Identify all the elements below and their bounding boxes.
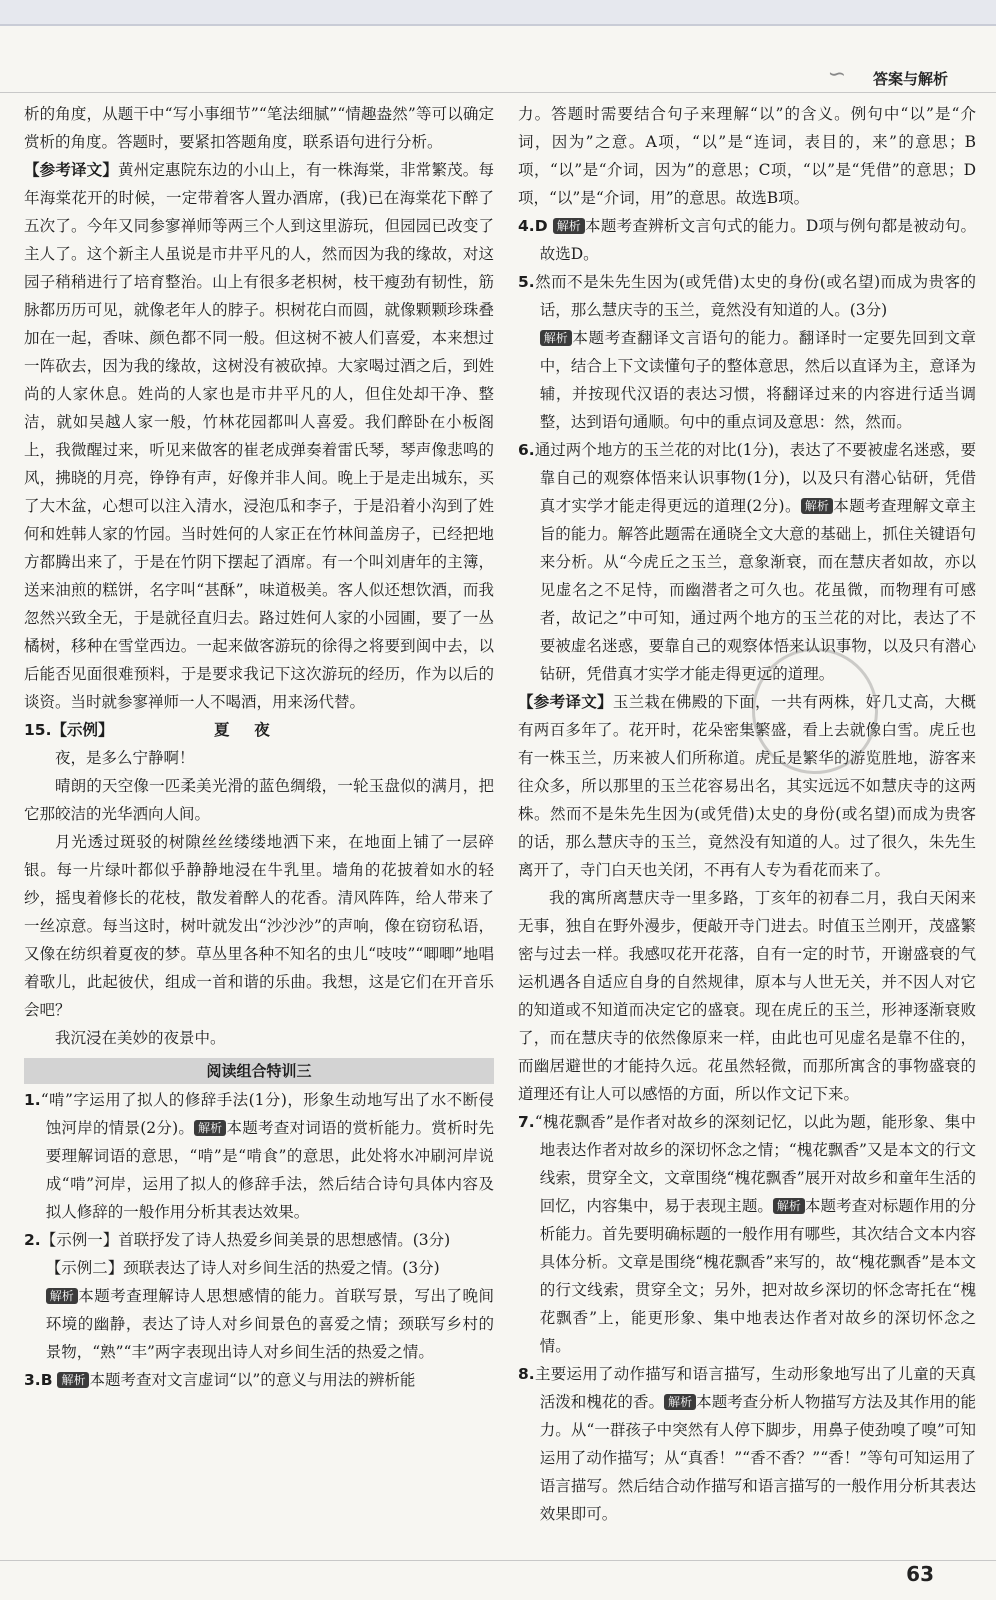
translation-paragraph [24,156,494,716]
left-column [24,100,494,1394]
q2-analysis-row [24,1282,494,1366]
right-translation-2: 我的寓所离慧庆寺一里多路，丁亥年的初春二月，我白天闲来无事，独自在野外漫步，便敲开寺门进去。时值玉兰刚开，茂盛繁密与过去一样。我感叹花开花落，自有一定的时节，开谢盛衰的气运机遇各自适应自身的自然规律，原本与人世无关，并不因人对它的知道或不知道而决定它的盛衰。现在虎丘的玉兰，形神逐渐衰败了，而在慧庆寺的依然像原来一样，由此也可见虚名是靠不住的，而幽居避世的才能持久远。花虽然轻微，而那所寓含的事物盛衰的道理还有让人可以感悟的方面，所以作文记下来。 [518,889,976,1103]
q2-analysis-badge: 解析 [46,1288,78,1304]
top-bar [0,0,996,26]
q3-item [24,1366,494,1394]
q8-item [518,1360,976,1528]
q5-answer: 然而不是朱先生因为(或凭借)太史的身份(或名望)而成为贵客的话，那么慧庆寺的玉兰，竟然没有知道的人。(3分) [534,273,976,319]
q2-item [24,1226,494,1254]
q7-answer: “槐花飘香”是作者对故乡的深刻记忆，以此为题，能形象、集中地表达作者对故乡的深切怀念之情；“槐花飘香”又是本文的行文线索，贯穿全文，文章围绕“槐花飘香”展开对故乡和童年生活的回忆，内容集中，易于表现主题。 [534,1113,976,1215]
q2-number: 2. [24,1231,41,1249]
header-title: 答案与解析 [872,70,948,88]
q3-answer: B [40,1371,53,1389]
q3-number: 3. [24,1371,41,1389]
q3-analysis-badge: 解析 [57,1372,89,1388]
translation-tag: 【参考译文】 [24,161,119,179]
q4-answer: D [534,217,548,235]
q2-analysis: 本题考查理解诗人思想感情的能力。首联写景，写出了晚间环境的幽静，表达了诗人对乡间景色的喜爱之情；颈联写乡村的景物，“熟”“丰”两字表现出诗人对乡间生活的热爱之情。 [45,1287,494,1361]
q1-answer: “啃”字运用了拟人的修辞手法(1分)，形象生动地写出了水不断侵蚀河岸的情景(2分)。 [40,1091,494,1137]
q6-analysis: 本题考查理解文章主旨的能力。解答此题需在通晓全文大意的基础上，抓住关键语句来分析。从“今虎丘之玉兰，意象渐衰，而在慧庆者如故，亦以见虚名之不足恃，而幽潜者之可久也。花虽微，而物理有可感者，故记之”中可知，通过两个地方的玉兰花的对比，表达了不要被虚名迷惑，要靠自己的观察体悟来认识事物，以及只有潜心钻研，凭借真才实学才能走得更远的道理。 [539,497,976,683]
q5-number: 5. [518,273,535,291]
right-paragraph-1: 力。答题时需要结合句子来理解“以”的含义。例句中“以”是“介词，因为”之意。A项，“以”是“连词，表目的，来”的意思；B项，“以”是“介词，因为”的意思；C项，“以”是“凭借”的意思；D项，“以”是“介词，用”的意思。故选B项。 [518,105,976,207]
q4-analysis-badge: 解析 [553,218,585,234]
q4-item [518,212,976,268]
section-banner: 阅读组合特训三 [24,1058,494,1084]
q8-analysis-badge: 解析 [664,1394,696,1410]
q1-analysis-badge: 解析 [194,1120,226,1136]
q6-answer: 通过两个地方的玉兰花的对比(1分)，表达了不要被虚名迷惑，要靠自己的观察体悟来认识事物(1分)，以及只有潜心钻研，凭借真才实学才能走得更远的道理(2分)。 [534,441,976,515]
q3-analysis: 本题考查对文言虚词“以”的意义与用法的辨析能 [89,1371,416,1389]
q2-example-1: 【示例一】首联抒发了诗人热爱乡间美景的思想感情。(3分) [40,1231,451,1249]
q4-number: 4. [518,217,535,235]
q6-item [518,436,976,688]
q7-item [518,1108,976,1360]
q6-analysis-badge: 解析 [801,498,833,514]
q1-item [24,1086,494,1226]
q5-analysis-row [518,324,976,436]
essay-paragraph-2: 晴朗的天空像一匹柔美光滑的蓝色绸缎，一轮玉盘似的满月，把它那皎洁的光华洒向人间。 [24,777,494,823]
essay-paragraph-4: 我沉浸在美妙的夜景中。 [55,1029,226,1047]
q7-analysis-badge: 解析 [773,1198,805,1214]
q7-analysis: 本题考查对标题作用的分析能力。首先要明确标题的一般作用有哪些，其次结合文本内容具体分析。文章是围绕“槐花飘香”来写的，故“槐花飘香”是本文的行文线索，贯穿全文；另外，把对故乡深切的怀念寄托在“槐花飘香”上，能更形象、集中地表达作者对故乡的深切怀念之情。 [539,1197,976,1355]
essay-paragraph-3: 月光透过斑驳的树隙丝丝缕缕地洒下来，在地面上铺了一层碎银。每一片绿叶都似乎静静地浸在牛乳里。墙角的花披着如水的轻纱，摇曳着修长的花枝，散发着醉人的花香。清风阵阵，给人带来了一丝凉意。每当这时，树叶就发出“沙沙沙”的声响，像在窃窃私语，又像在纺织着夏夜的梦。草丛里各种不知名的虫儿“吱吱”“唧唧”地唱着歌儿，此起彼伏，组成一首和谐的乐曲。我想，这是它们在开音乐会吧？ [24,833,494,1019]
q5-item [518,268,976,324]
right-translation-tag: 【参考译文】 [518,693,613,711]
q8-number: 8. [518,1365,535,1383]
q8-answer: 主要运用了动作描写和语言描写，生动形象地写出了儿童的天真活泼和槐花的香。 [534,1365,976,1411]
q1-number: 1. [24,1091,41,1109]
q5-analysis: 本题考查翻译文言语句的能力。翻译时一定要先回到文章中，结合上下文读懂句子的整体意思，然后以直译为主，意译为辅，并按现代汉语的表达习惯，将翻译过来的内容进行适当调整，达到语句通顺。句中的重点词及意思：然，然而。 [539,329,976,431]
q8-analysis: 本题考查分析人物描写方法及其作用的能力。从“一群孩子中突然有人停下脚步，用鼻子使劲嗅了嗅”可知运用了动作描写；从“真香！”“香不香？”“香！”等句可知运用了语言描写。然后结合动作描写和语言描写的一般作用分析其表达效果即可。 [539,1393,976,1523]
q2-example-2: 【示例二】颈联表达了诗人对乡间生活的热爱之情。(3分) [45,1259,440,1277]
q6-number: 6. [518,441,535,459]
q2-example-2-row [24,1254,494,1282]
q15-heading [24,716,494,744]
q15-number: 15. [24,721,52,739]
essay-title: 夏 夜 [214,720,275,739]
q7-number: 7. [518,1113,535,1131]
footer-divider [0,1560,996,1561]
right-translation-text-1: 玉兰栽在佛殿的下面，一共有两株，好几丈高，大概有两百多年了。花开时，花朵密集繁盛，看上去就像白雪。虎丘也有一株玉兰，历来被人们所称道。虎丘是繁华的游览胜地，游客来往众多，所以那里的玉兰花容易出名，其实远远不如慧庆寺的这两株。然而不是朱先生因为(或凭借)太史的身份(或名望)而成为贵客的话，那么慧庆寺的玉兰，竟然没有知道的人。过了很久，朱先生离开了，寺门白天也关闭，不再有人专为看花而来了。 [518,693,976,879]
q4-analysis: 本题考查辨析文言句式的能力。D项与例句都是被动句。故选D。 [539,217,976,263]
essay-paragraph-1: 夜，是多么宁静啊！ [55,749,195,767]
header-divider [0,92,996,93]
right-translation-1 [518,688,976,884]
decorative-swirl-icon: ∽ [827,62,846,87]
page-number: 63 [906,1562,934,1586]
translation-text: 黄州定惠院东边的小山上，有一株海棠，非常繁茂。每年海棠花开的时候，一定带着客人置办酒席，(我)已在海棠花下醉了五次了。今年又同参寥禅师等两三个人到这里游玩，但园园已改变了主人了。这个新主人虽说是市井平凡的人，然而因为我的缘故，对这园子稍稍进行了培育整治。山上有很多老枳树，枝干瘦劲有韧性，筋脉都历历可见，就像老年人的脖子。枳树花白而圆，就像颗颗珍珠叠加在一起，香味、颜色都不同一般。但这树不被人们喜爱，本来想过一阵砍去，因为我的缘故，这树没有被砍掉。大家喝过酒之后，到姓尚的人家休息。姓尚的人家也是市井平凡的人，但住处却干净、整洁，就如吴越人家一般，竹林花园都叫人喜爱。我们醉卧在小板阁上，我微醒过来，听见来做客的崔老成弹奏着雷氏琴，琴声像悲鸣的风，拂晓的月亮，铮铮有声，好像并非人间。晚上于是走出城东，买了大木盆，心想可以注入清水，浸泡瓜和李子，于是沿着小沟到了姓何和姓韩人家的竹园。当时姓何的人家正在竹林间盖房子，已经把地方都腾出来了，于是在竹阴下摆起了酒席。有一个叫刘唐年的主簿，送来油煎的糕饼，名字叫“甚酥”，味道极美。客人似还想饮酒，而我忽然兴致全无，于是就径直归去。路过姓何人家的小园圃，要了一丛橘树，移种在雪堂西边。一起来做客游玩的徐得之将要到闽中去，以后能否见面很难预料，于是要求我记下这次游玩的经历，作为以后的谈资。当时就参寥禅师一人不喝酒，用来汤代替。 [24,161,494,711]
q5-analysis-badge: 解析 [540,330,572,346]
right-column [518,100,976,1528]
q1-analysis: 本题考查对词语的赏析能力。赏析时先要理解词语的意思，“啃”是“啃食”的意思，此处将水冲刷河岸说成“啃”河岸，运用了拟人的修辞手法，然后结合诗句具体内容及拟人修辞的一般作用分析其表达效果。 [45,1119,494,1221]
q15-tag: 【示例】 [51,721,114,739]
left-paragraph-1: 析的角度，从题干中“写小事细节”“笔法细腻”“情趣盎然”等可以确定赏析的角度。答题时，要紧扣答题角度，联系语句进行分析。 [24,105,494,151]
